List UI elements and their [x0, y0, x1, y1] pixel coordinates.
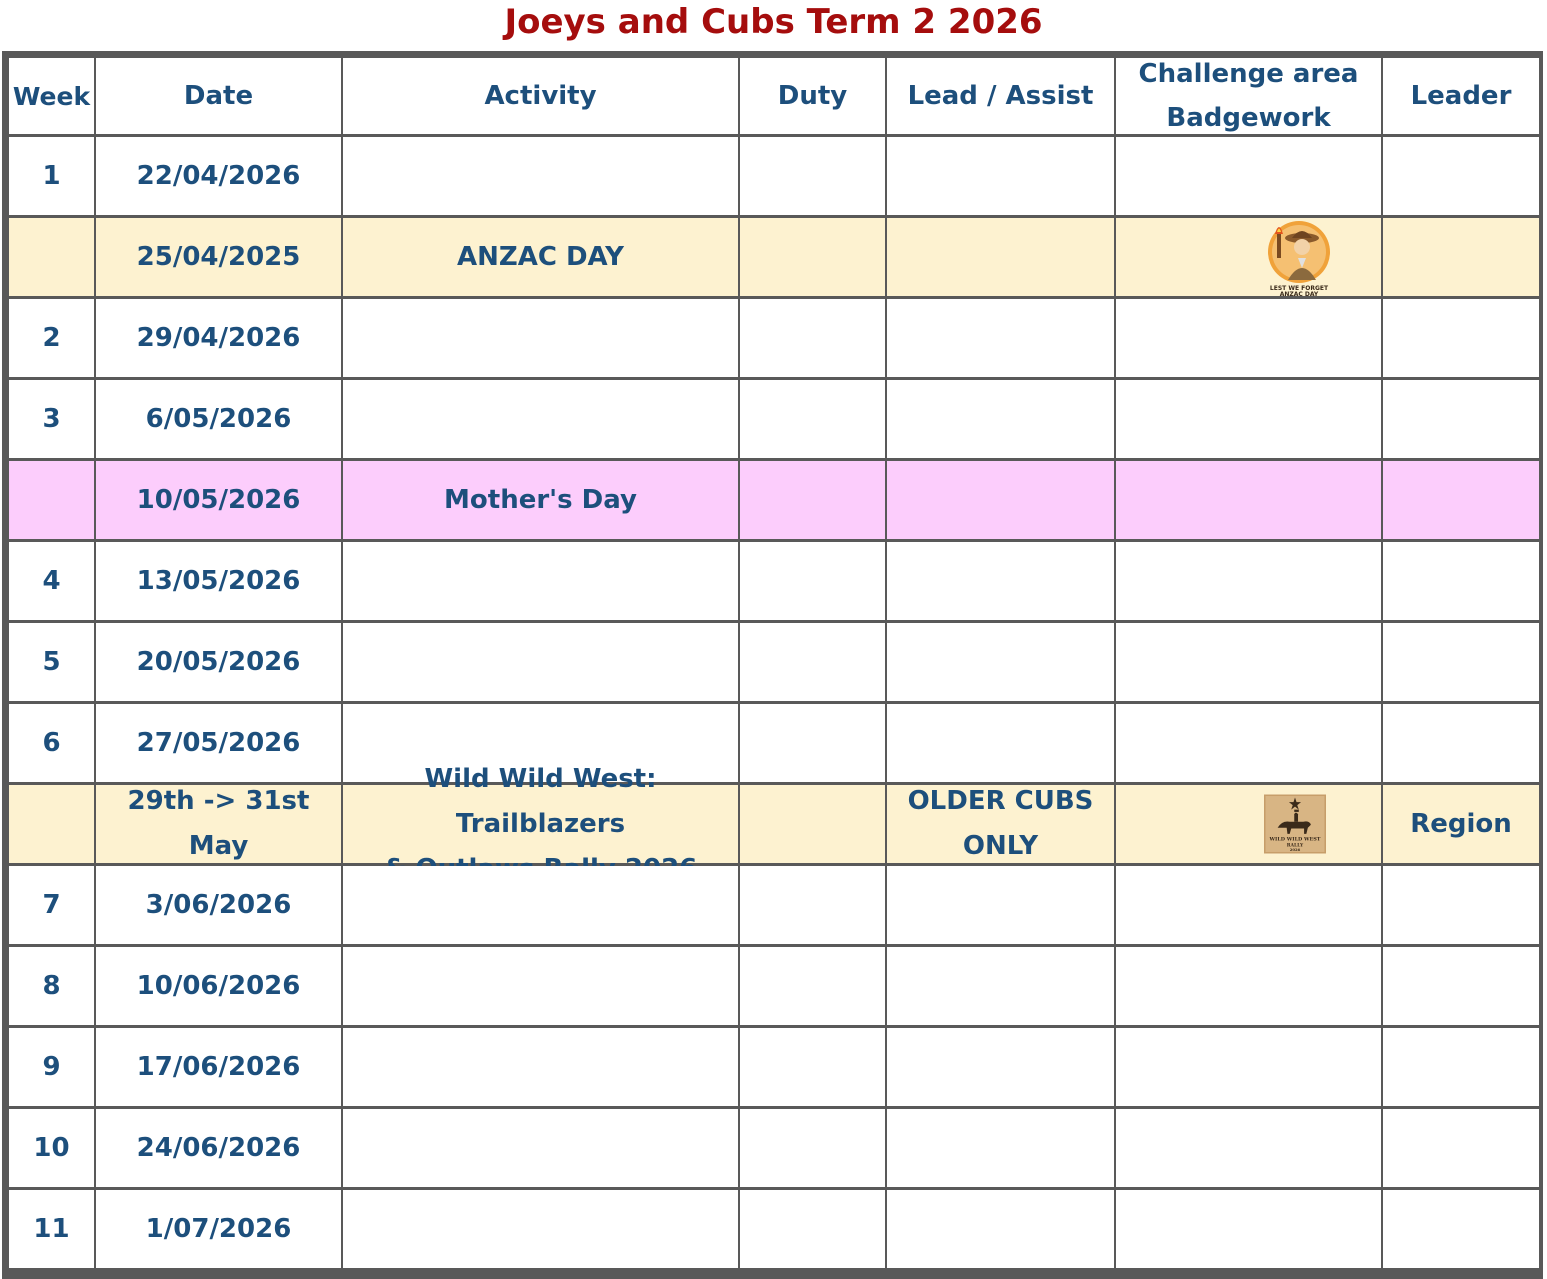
table-cell-duty [740, 380, 885, 458]
table-cell-duty [740, 299, 885, 377]
table-cell-duty [740, 1109, 885, 1187]
schedule-table [2, 51, 1543, 1279]
table-cell-duty [740, 866, 885, 944]
table-cell-lead-assist [887, 704, 1114, 782]
table-cell-challenge [1116, 785, 1381, 863]
svg-text:WILD WILD WEST: WILD WILD WEST [1269, 836, 1321, 843]
table-cell-date: 27/05/2026 [96, 704, 341, 782]
table-cell-leader [1383, 947, 1539, 1025]
table-cell-week: 9 [9, 1028, 94, 1106]
table-cell-activity [343, 1028, 738, 1106]
table-cell-week: 2 [9, 299, 94, 377]
rally-lead-line1: OLDER CUBS [907, 786, 1094, 816]
header-week: Week [9, 58, 94, 134]
table-cell-date: 6/05/2026 [96, 380, 341, 458]
table-cell-lead-assist [887, 380, 1114, 458]
table-cell-lead-assist [887, 137, 1114, 215]
table-cell-challenge [1116, 866, 1381, 944]
table-cell-lead-assist [887, 299, 1114, 377]
table-cell-activity [343, 299, 738, 377]
table-cell-week [9, 785, 94, 863]
svg-text:ANZAC DAY: ANZAC DAY [1279, 291, 1319, 298]
svg-text:RALLY: RALLY [1286, 843, 1304, 849]
rally-lead-line2: ONLY [962, 831, 1039, 861]
table-cell-duty [740, 218, 885, 296]
rally-date-line2: May [188, 831, 249, 861]
table-cell-lead-assist [887, 785, 1114, 863]
svg-text:LEST WE FORGET: LEST WE FORGET [1269, 285, 1329, 292]
table-cell-lead-assist [887, 218, 1114, 296]
table-cell-week: 8 [9, 947, 94, 1025]
table-cell-week: 6 [9, 704, 94, 782]
table-cell-leader [1383, 866, 1539, 944]
table-cell-challenge [1116, 1028, 1381, 1106]
header-activity: Activity [343, 58, 738, 134]
table-cell-date: 17/06/2026 [96, 1028, 341, 1106]
table-cell-leader [1383, 1190, 1539, 1268]
table-cell-duty [740, 947, 885, 1025]
table-cell-activity [343, 763, 738, 863]
table-cell-leader [1383, 218, 1539, 296]
anzac-badge-icon [1268, 218, 1330, 296]
schedule-grid [9, 58, 1536, 1279]
table-cell-challenge [1116, 218, 1381, 296]
table-cell-lead-assist [887, 947, 1114, 1025]
table-cell-challenge [1116, 542, 1381, 620]
table-cell-lead-assist [887, 623, 1114, 701]
rally-activity-line1: Wild Wild West: Trailblazers [424, 763, 657, 839]
table-cell-activity [343, 623, 738, 701]
table-cell-date: 20/05/2026 [96, 623, 341, 701]
table-cell-lead-assist [887, 866, 1114, 944]
table-cell-activity [343, 1190, 738, 1268]
table-cell-date: 10/06/2026 [96, 947, 341, 1025]
rally-date-line1: 29th -> 31st [127, 786, 310, 816]
table-cell-lead-assist [887, 1190, 1114, 1268]
header-date: Date [96, 58, 341, 134]
table-cell-activity: Mother's Day [343, 461, 738, 539]
table-cell-challenge [1116, 299, 1381, 377]
table-cell-date: 1/07/2026 [96, 1190, 341, 1268]
svg-text:2026: 2026 [1289, 847, 1301, 853]
table-cell-leader [1383, 542, 1539, 620]
table-cell-challenge [1116, 704, 1381, 782]
table-cell-challenge [1116, 947, 1381, 1025]
table-cell-challenge [1116, 461, 1381, 539]
table-cell-leader [1383, 623, 1539, 701]
table-cell-leader [1383, 380, 1539, 458]
table-cell-duty [740, 704, 885, 782]
table-cell-week: 5 [9, 623, 94, 701]
table-cell-challenge [1116, 1190, 1381, 1268]
table-cell-leader [1383, 299, 1539, 377]
table-cell-activity [343, 1109, 738, 1187]
table-cell-leader [1383, 1109, 1539, 1187]
table-cell-duty [740, 785, 885, 863]
table-cell-week [9, 461, 94, 539]
table-cell-date: 24/06/2026 [96, 1109, 341, 1187]
table-cell-duty [740, 623, 885, 701]
header-duty: Duty [740, 58, 885, 134]
table-cell-activity: ANZAC DAY [343, 218, 738, 296]
table-cell-leader [1383, 1028, 1539, 1106]
table-cell-leader [1383, 137, 1539, 215]
table-cell-activity [343, 542, 738, 620]
table-cell-duty [740, 1190, 885, 1268]
table-cell-week [9, 218, 94, 296]
table-cell-week: 7 [9, 866, 94, 944]
table-cell-duty [740, 542, 885, 620]
table-cell-challenge [1116, 1109, 1381, 1187]
table-cell-activity [343, 947, 738, 1025]
table-cell-week: 11 [9, 1190, 94, 1268]
table-cell-date: 13/05/2026 [96, 542, 341, 620]
table-cell-week: 4 [9, 542, 94, 620]
table-cell-challenge [1116, 137, 1381, 215]
table-cell-week: 10 [9, 1109, 94, 1187]
table-cell-week: 1 [9, 137, 94, 215]
page-title: Joeys and Cubs Term 2 2026 [504, 2, 1043, 42]
table-cell-activity [343, 380, 738, 458]
table-cell-date: 10/05/2026 [96, 461, 341, 539]
table-cell-week: 3 [9, 380, 94, 458]
table-cell-lead-assist [887, 1028, 1114, 1106]
header-leader: Leader [1383, 58, 1539, 134]
table-cell-lead-assist [887, 542, 1114, 620]
table-cell-lead-assist [887, 461, 1114, 539]
rally-badge-icon [1264, 785, 1326, 863]
table-cell-leader [1383, 704, 1539, 782]
table-cell-duty [740, 461, 885, 539]
header-challenge-area [1116, 58, 1381, 134]
table-cell-date: 3/06/2026 [96, 866, 341, 944]
header-challenge-line2: Badgework [1166, 103, 1331, 133]
table-cell-date: 25/04/2025 [96, 218, 341, 296]
table-cell-date [96, 785, 341, 863]
table-cell-activity [343, 137, 738, 215]
table-cell-challenge [1116, 380, 1381, 458]
table-cell-duty [740, 137, 885, 215]
table-cell-challenge [1116, 623, 1381, 701]
table-cell-leader: Region [1383, 785, 1539, 863]
table-cell-leader [1383, 461, 1539, 539]
table-cell-date: 29/04/2026 [96, 299, 341, 377]
table-cell-activity [343, 866, 738, 944]
table-cell-date: 22/04/2026 [96, 137, 341, 215]
header-lead-assist: Lead / Assist [887, 58, 1114, 134]
table-cell-duty [740, 1028, 885, 1106]
header-challenge-line1: Challenge area [1138, 59, 1359, 89]
table-cell-lead-assist [887, 1109, 1114, 1187]
